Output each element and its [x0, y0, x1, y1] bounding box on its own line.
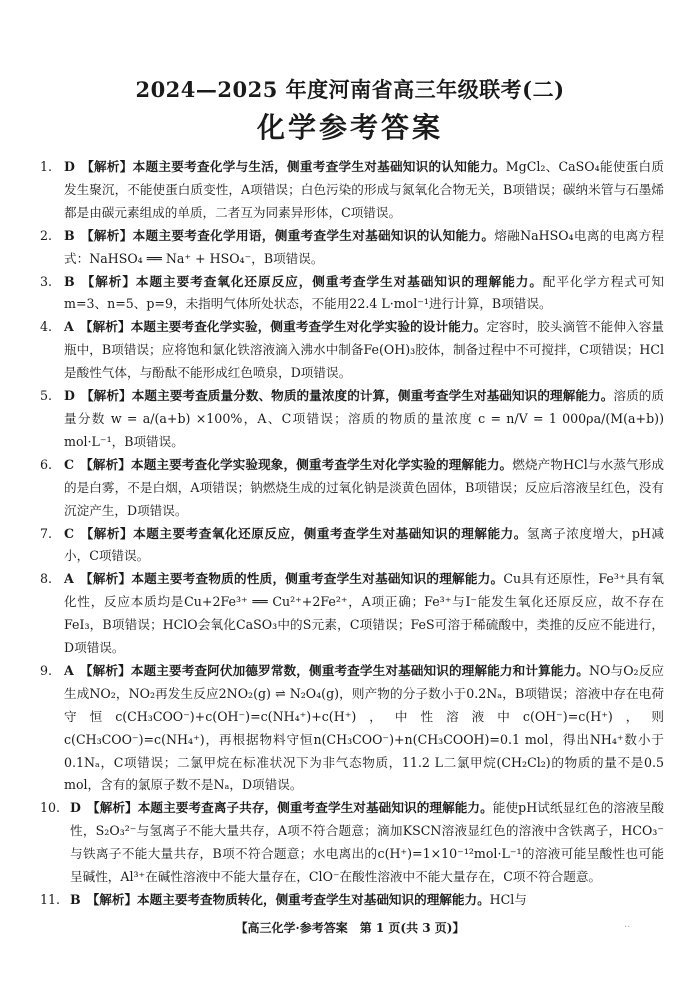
item-number: 1.: [40, 159, 53, 174]
item-text: 熔融NaHSO₄电离的电离方程式：NaHSO₄ ══ Na⁺ + HSO₄⁻，B项错误。: [64, 227, 665, 266]
item-tag: 【解析】: [80, 388, 132, 404]
answer-item: [40, 271, 664, 317]
item-tag: 【解析】: [80, 456, 131, 472]
answer-item: [40, 225, 664, 271]
item-text: 定容时，胶头滴管不能伸入容量瓶中，B项错误；应将饱和氯化铁溶液滴入沸水中制备Fe(OH)₃胶体，制备过程中不可搅拌，C项错误；HCl是酸性气体，与酚酞不能形成红色喷泉，D项错误。: [64, 319, 665, 381]
answer-item: [40, 156, 664, 225]
item-number: 8.: [40, 571, 53, 587]
title-line-2: 化学参考答案: [256, 111, 443, 144]
item-text: 溶质的质量分数 w = a/(a+b) ×100%，A、C项错误；溶质的物质的量浓度 c = n/V = 1 000ρa/(M(a+b)) mol·L⁻¹，B项错误。: [64, 388, 665, 449]
item-summary: 本题主要考查氧化还原反应，侧重考查学生对基础知识的理解能力。: [135, 273, 543, 289]
item-answer: A: [64, 319, 74, 335]
item-text: 燃烧产物HCl与水蒸气形成的是白雾，不是白烟，A项错误；钠燃烧生成的过氧化钠是淡黄色固体，B项错误；反应后溶液呈红色，没有沉淀产生，D项错误。: [64, 456, 665, 518]
item-summary: 本题主要考查物质的性质，侧重考查学生对基础知识的理解能力。: [131, 571, 504, 587]
item-number: 5.: [40, 388, 53, 404]
item-tag: 【解析】: [86, 892, 138, 907]
item-summary: 本题主要考查阿伏加德罗常数，侧重考查学生对基础知识的理解能力和计算能力。: [130, 662, 589, 678]
item-text: 配平化学方程式可知m=3、n=5、p=9，未指明气体所处状态，不能用22.4 L·mol⁻¹进行计算，B项错误。: [64, 273, 665, 312]
item-tag: 【解析】: [79, 662, 131, 678]
answer-item: [40, 889, 664, 912]
item-answer: D: [64, 388, 75, 404]
item-answer: D: [64, 159, 75, 174]
item-text: NO与O₂反应生成NO₂，NO₂再发生反应2NO₂(g) ⇌ N₂O₄(g)，则产物的分子数小于0.2Nₐ，B项错误；溶液中存在电荷守恒c(CH₃COO⁻)+c(OH⁻)=c(NH₄⁺)+c(H⁺)，中性溶液中c(OH⁻)=c(H⁺)，则c(CH₃COO⁻)=c(NH₄⁺)，再根据物料守恒n(CH₃COO⁻)+n(CH₃COOH)=0.1 mol，得出NH₄⁺数小于0.1Nₐ，C项错误；二氯甲烷在标准状况下为非气态物质，11.2 L二氯甲烷(CH₂Cl₂)的物质的量不是0.5 mol，含有的氯原子数不是Nₐ，D项错误。: [64, 662, 665, 793]
item-number: 6.: [40, 456, 53, 472]
page-footer: 【高三化学·参考答案 第 1 页(共 3 页)】: [235, 921, 465, 935]
item-answer: D: [70, 800, 81, 816]
item-tag: 【解析】: [80, 159, 133, 174]
item-answer: C: [64, 525, 75, 541]
answer-item: [40, 797, 664, 889]
item-tag: 【解析】: [80, 273, 136, 289]
answer-item: [40, 454, 664, 523]
item-text: 氢离子浓度增大，pH减小，C项错误。: [64, 525, 665, 564]
item-tag: 【解析】: [80, 227, 133, 243]
item-answer: A: [64, 662, 74, 678]
item-summary: 本题主要考查化学实验，侧重考查学生对化学实验的设计能力。: [130, 319, 487, 335]
item-number: 7.: [40, 525, 53, 541]
item-number: 2.: [40, 227, 53, 243]
footer-mark: ··: [624, 922, 631, 933]
item-tag: 【解析】: [79, 319, 131, 335]
answer-item: [40, 660, 664, 797]
answer-item: [40, 523, 664, 569]
item-text: MgCl₂、CaSO₄能使蛋白质发生聚沉，不能使蛋白质变性，A项错误；白色污染的形成与氮氧化合物无关，B项错误；碳纳米管与石墨烯都是由碳元素组成的单质，二者互为同素异形体，C项错误。: [64, 159, 665, 220]
item-summary: 本题主要考查化学实验现象，侧重考查学生对化学实验的理解能力。: [130, 456, 513, 472]
item-summary: 本题主要考查质量分数、物质的量浓度的计算，侧重考查学生对基础知识的理解能力。: [131, 388, 614, 404]
title-line-1: 2024—2025 年度河南省高三年级联考(二): [135, 77, 565, 102]
answer-item: [40, 385, 664, 454]
item-answer: B: [64, 227, 75, 243]
item-number: 9.: [40, 662, 53, 678]
item-summary: 本题主要考查离子共存，侧重考查学生对基础知识的理解能力。: [137, 800, 493, 816]
item-summary: 本题主要考查氧化还原反应，侧重考查学生对基础知识的理解能力。: [133, 525, 527, 541]
item-answer: A: [64, 571, 74, 587]
item-tag: 【解析】: [80, 525, 134, 541]
answer-item: [40, 568, 664, 660]
item-answer: B: [70, 892, 81, 907]
item-text: Cu具有还原性，Fe³⁺具有氧化性，反应本质均是Cu+2Fe³⁺ ══ Cu²⁺+2Fe²⁺，A项正确；Fe³⁺与I⁻能发生氧化还原反应，故不存在FeI₃，B项错误；HClO会氧化CaSO₃中的S元素，C项错误；FeS可溶于稀硫酸中，类推的反应不能进行，D项错误。: [64, 571, 665, 656]
item-number: 11.: [40, 892, 61, 907]
answer-item: [40, 316, 664, 385]
answer-list: [40, 156, 664, 912]
item-summary: 本题主要考查化学用语，侧重考查学生对基础知识的认知能力。: [132, 227, 495, 243]
item-text: 能使pH试纸显红色的溶液呈酸性，S₂O₃²⁻与氢离子不能大量共存，A项不符合题意；滴加KSCN溶液显红色的溶液中含铁离子，HCO₃⁻与铁离子不能大量共存，B项不符合题意；水电离出的c(H⁺)=1×10⁻¹²mol·L⁻¹的溶液可能呈酸性也可能呈碱性，Al³⁺在碱性溶液中不能大量存在，ClO⁻在酸性溶液中不能大量存在，C项不符合题意。: [70, 800, 665, 885]
item-answer: B: [64, 273, 75, 289]
item-answer: C: [64, 456, 75, 472]
item-summary: 本题主要考查化学与生活，侧重考查学生对基础知识的认知能力。: [132, 159, 506, 174]
item-summary: 本题主要考查物质转化，侧重考查学生对基础知识的理解能力。: [137, 892, 490, 907]
item-tag: 【解析】: [86, 800, 138, 816]
item-number: 10.: [40, 800, 61, 816]
item-text: HCl与: [489, 892, 527, 907]
item-number: 3.: [40, 273, 53, 289]
item-number: 4.: [40, 319, 53, 335]
item-tag: 【解析】: [79, 571, 132, 587]
